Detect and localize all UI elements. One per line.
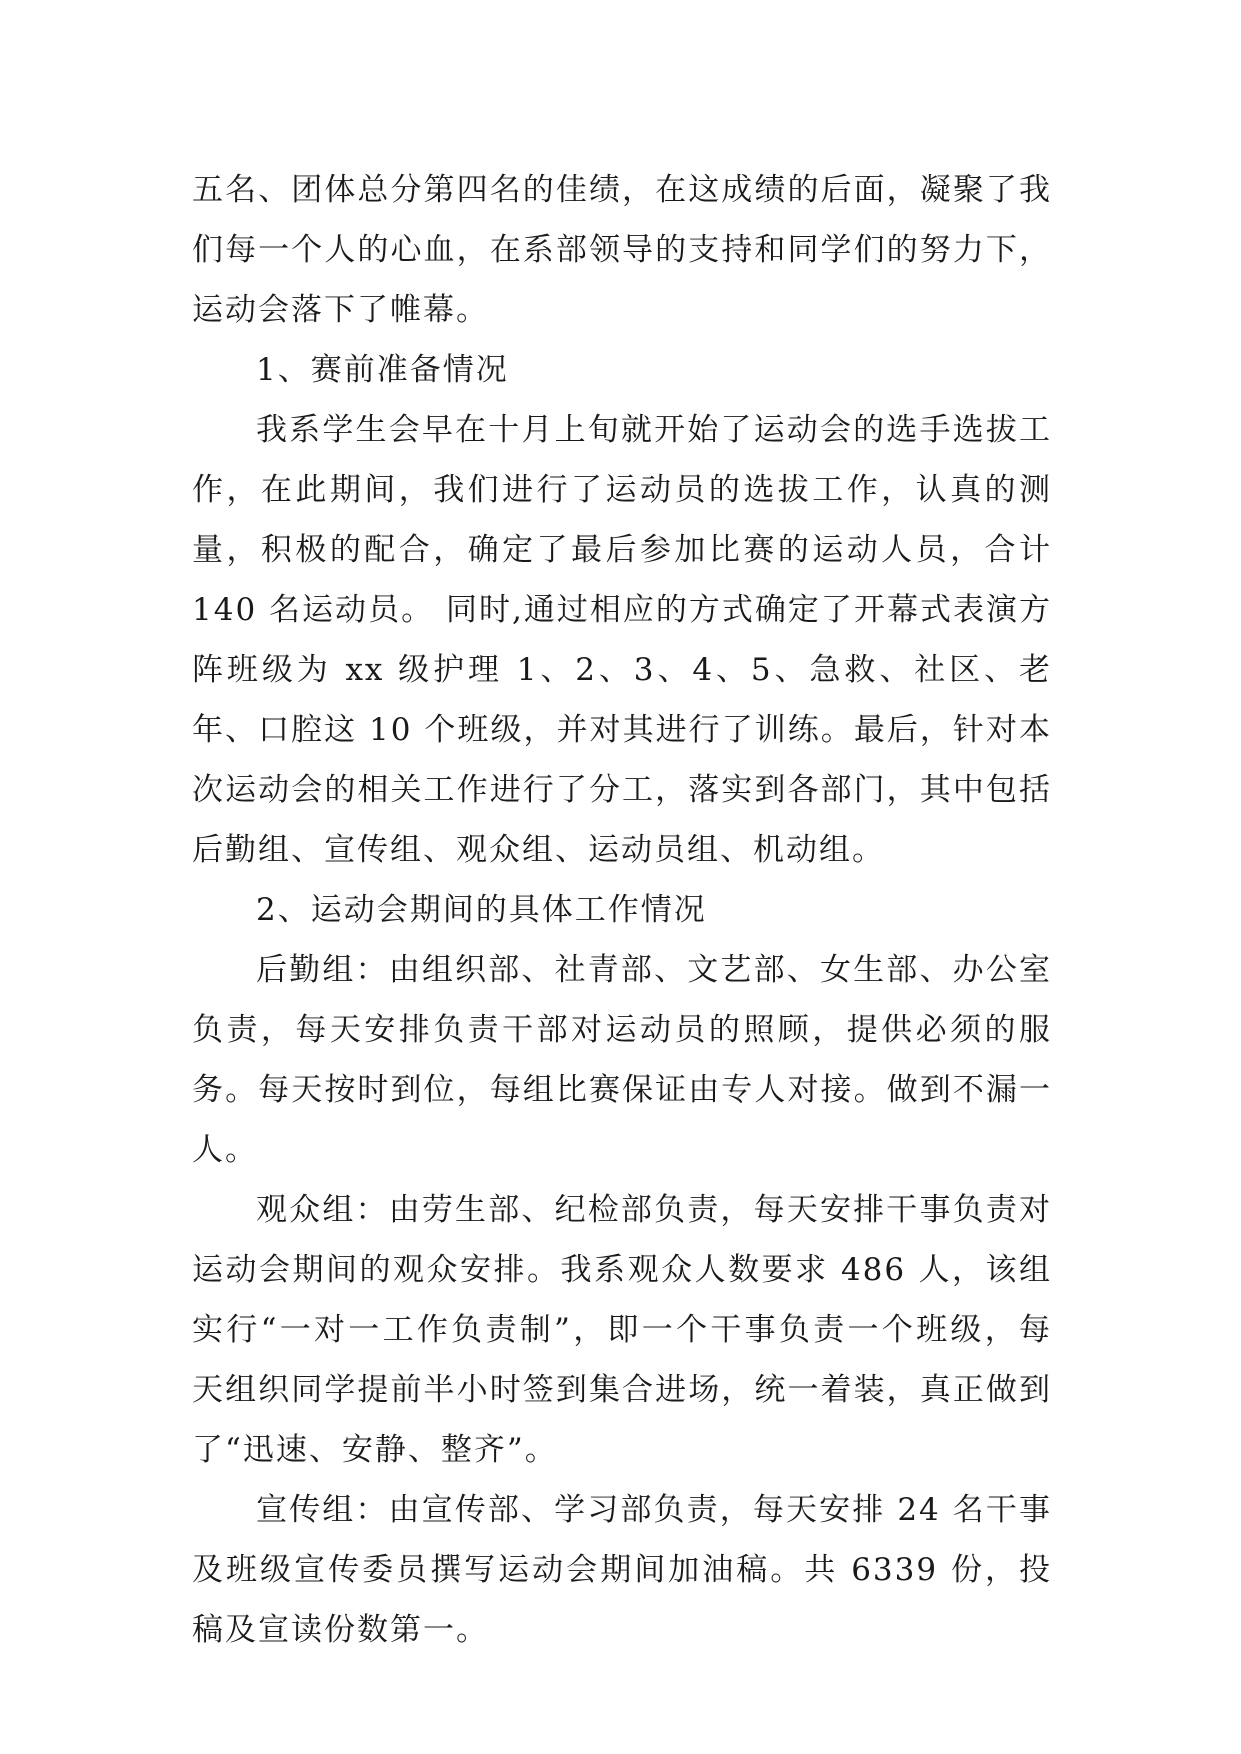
paragraph-publicity-group: 宣传组：由宣传部、学习部负责，每天安排 24 名干事及班级宣传委员撰写运动会期间加油稿。共 6339 份，投稿及宣读份数第一。 xyxy=(192,1492,1052,1648)
paragraph-logistics-group: 后勤组：由组织部、社青部、文艺部、女生部、办公室负责，每天安排负责干部对运动员的照顾，提供必须的服务。每天按时到位，每组比赛保证由专人对接。做到不漏一人。 xyxy=(192,952,1052,1168)
section-heading-2: 2、运动会期间的具体工作情况 xyxy=(256,892,707,928)
document-body xyxy=(192,160,1052,1660)
paragraph-audience-group: 观众组：由劳生部、纪检部负责，每天安排干事负责对运动会期间的观众安排。我系观众人数要求 486 人，该组实行“一对一工作负责制”，即一个干事负责一个班级，每天组织同学提前半小时签到集合进场，统一着装，真正做到了“迅速、安静、整齐”。 xyxy=(192,1192,1052,1468)
section-heading-1: 1、赛前准备情况 xyxy=(256,352,509,388)
paragraph-continuation: 五名、团体总分第四名的佳绩，在这成绩的后面，凝聚了我们每一个人的心血，在系部领导的支持和同学们的努力下，运动会落下了帷幕。 xyxy=(192,172,1052,328)
paragraph-preparation: 我系学生会早在十月上旬就开始了运动会的选手选拔工作，在此期间，我们进行了运动员的选拔工作，认真的测量，积极的配合，确定了最后参加比赛的运动人员，合计 140 名运动员。 同时,通过相应的方式确定了开幕式表演方阵班级为 xx 级护理 1、2、3、4、5、急救、社区、老年、口腔这 10 个班级，并对其进行了训练。最后，针对本次运动会的相关工作进行了分工，落实到各部门，其中包括后勤组、宣传组、观众组、运动员组、机动组。 xyxy=(192,412,1052,868)
